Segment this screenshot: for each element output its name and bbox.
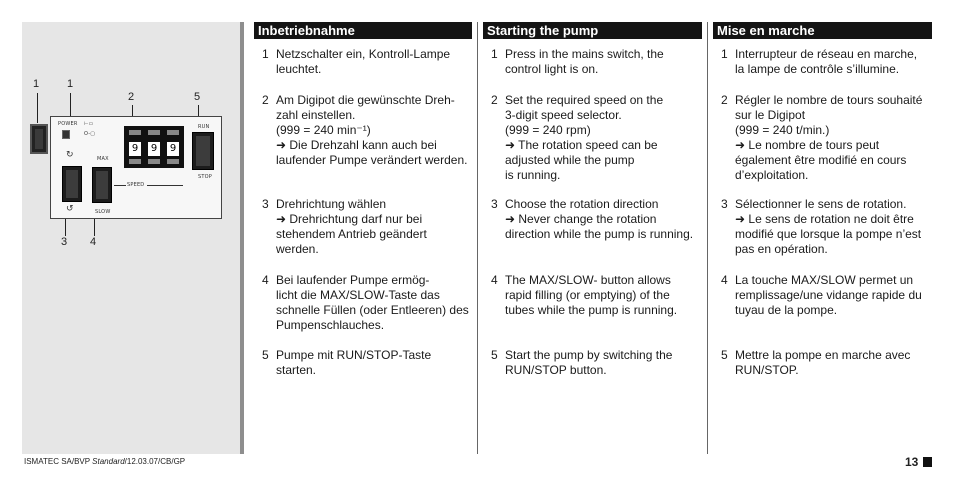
step-text: Choose the rotation direction ➜ Never change the rotation direction while the pump is running. xyxy=(505,197,694,241)
step-number: 2 xyxy=(721,93,728,107)
figure-panel xyxy=(22,22,240,454)
step-text: Netzschalter ein, Kontroll-Lampe leuchtet. xyxy=(276,47,451,76)
step-number: 3 xyxy=(721,197,728,211)
column-divider xyxy=(707,22,708,454)
rotation-ccw-icon: ↺ xyxy=(66,204,74,214)
step-number: 5 xyxy=(491,348,498,362)
step-number: 3 xyxy=(262,197,269,211)
step-number: 1 xyxy=(491,47,498,61)
step-item xyxy=(491,197,702,242)
page-number: 13 xyxy=(905,455,919,469)
step-item xyxy=(262,93,472,168)
power-lamp-icon: ⊢▭ xyxy=(84,121,94,127)
speed-bracket xyxy=(114,185,126,186)
mains-switch-illustration xyxy=(30,124,48,154)
step-text: Start the pump by switching the RUN/STOP button. xyxy=(505,348,673,377)
digit-1: 9 xyxy=(129,142,141,156)
step-text: Set the required speed on the 3-digit speed selector. (999 = 240 rpm) ➜ The rotation speed can be adjusted while the pump is running. xyxy=(505,93,664,182)
callout-1a: 1 xyxy=(33,78,40,90)
step-text: Press in the mains switch, the control light is on. xyxy=(505,47,664,76)
step-text: Drehrichtung wählen ➜ Drehrichtung darf nur bei stehendem Antrieb geändert werden. xyxy=(276,197,427,256)
power-button-illustration xyxy=(62,130,70,139)
digit-up-button-illustration xyxy=(129,130,141,135)
step-text: Régler le nombre de tours souhaité sur le Digipot (999 = 240 t/min.) ➜ Le nombre de tours peut également être modifié en cours d’exploitation. xyxy=(735,93,923,182)
step-item xyxy=(491,93,702,183)
power-off-icon: O-▢ xyxy=(84,131,96,137)
column-french xyxy=(713,22,932,454)
callout-2: 2 xyxy=(128,91,135,103)
step-item xyxy=(262,197,472,257)
speed-label: SPEED xyxy=(127,182,145,188)
page-marker xyxy=(923,457,932,467)
column-heading: Starting the pump xyxy=(483,22,702,39)
step-item xyxy=(491,273,702,318)
digit-down-button-illustration xyxy=(167,159,179,164)
digipot-illustration xyxy=(124,126,184,168)
callout-3: 3 xyxy=(61,236,68,248)
step-number: 5 xyxy=(721,348,728,362)
digit-up-button-illustration xyxy=(148,130,160,135)
slow-label: SLOW xyxy=(95,209,111,215)
step-text: Pumpe mit RUN/STOP-Taste starten. xyxy=(276,348,432,377)
step-text: The MAX/SLOW- button allows rapid filling (or emptying) of the tubes while the pump is running. xyxy=(505,273,678,317)
rotation-cw-icon: ↻ xyxy=(66,150,74,160)
step-item xyxy=(491,47,702,77)
figure-panel-edge xyxy=(240,22,244,454)
footer-reference xyxy=(24,457,185,466)
step-number: 4 xyxy=(491,273,498,287)
step-number: 4 xyxy=(721,273,728,287)
step-item xyxy=(262,47,472,77)
step-text: La touche MAX/SLOW permet un remplissage/une vidange rapide du tuyau de la pompe. xyxy=(735,273,922,317)
step-item xyxy=(721,273,932,318)
step-text: Mettre la pompe en marche avec RUN/STOP. xyxy=(735,348,911,377)
digit-down-button-illustration xyxy=(148,159,160,164)
step-item xyxy=(721,348,932,378)
callout-1b: 1 xyxy=(67,78,74,90)
step-number: 3 xyxy=(491,197,498,211)
step-item xyxy=(721,93,932,183)
step-item xyxy=(721,197,932,257)
run-stop-switch-illustration xyxy=(192,132,214,170)
digit-down-button-illustration xyxy=(129,159,141,164)
power-label: POWER xyxy=(58,121,78,127)
direction-switch-illustration xyxy=(62,166,82,202)
footer-model: Standard xyxy=(92,457,125,466)
digit-2: 9 xyxy=(148,142,160,156)
step-text: Bei laufender Pumpe ermög- licht die MAX/SLOW-Taste das schnelle Füllen (oder Entleeren) des Pumpenschlauches. xyxy=(276,273,469,332)
digit-up-button-illustration xyxy=(167,130,179,135)
callout-5: 5 xyxy=(194,91,201,103)
column-heading: Inbetriebnahme xyxy=(254,22,472,39)
step-number: 4 xyxy=(262,273,269,287)
callout-4: 4 xyxy=(90,236,97,248)
column-english xyxy=(483,22,702,454)
step-item xyxy=(721,47,932,77)
stop-label: STOP xyxy=(198,174,212,180)
callout-line xyxy=(37,93,38,123)
step-text: Am Digipot die gewünschte Dreh- zahl einstellen. (999 = 240 min⁻¹) ➜ Die Drehzahl kann auch bei laufender Pumpe verändert werden. xyxy=(276,93,468,167)
column-heading: Mise en marche xyxy=(713,22,932,39)
digit-3: 9 xyxy=(167,142,179,156)
step-item xyxy=(262,348,472,378)
column-divider xyxy=(477,22,478,454)
max-label: MAX xyxy=(97,156,109,162)
step-number: 2 xyxy=(491,93,498,107)
step-text: Interrupteur de réseau en marche, la lampe de contrôle s’illumine. xyxy=(735,47,918,76)
max-slow-switch-illustration xyxy=(92,167,112,203)
column-german xyxy=(254,22,472,454)
step-number: 5 xyxy=(262,348,269,362)
step-item xyxy=(491,348,702,378)
footer-company: ISMATEC SA/BVP xyxy=(24,457,93,466)
speed-bracket xyxy=(147,185,183,186)
step-number: 2 xyxy=(262,93,269,107)
footer-code: /12.03.07/CB/GP xyxy=(124,457,186,466)
step-item xyxy=(262,273,472,333)
step-text: Sélectionner le sens de rotation. ➜ Le sens de rotation ne doit être modifié que lorsque la pompe n’est pas en opération. xyxy=(735,197,922,256)
step-number: 1 xyxy=(721,47,728,61)
step-number: 1 xyxy=(262,47,269,61)
run-label: RUN xyxy=(198,124,210,130)
